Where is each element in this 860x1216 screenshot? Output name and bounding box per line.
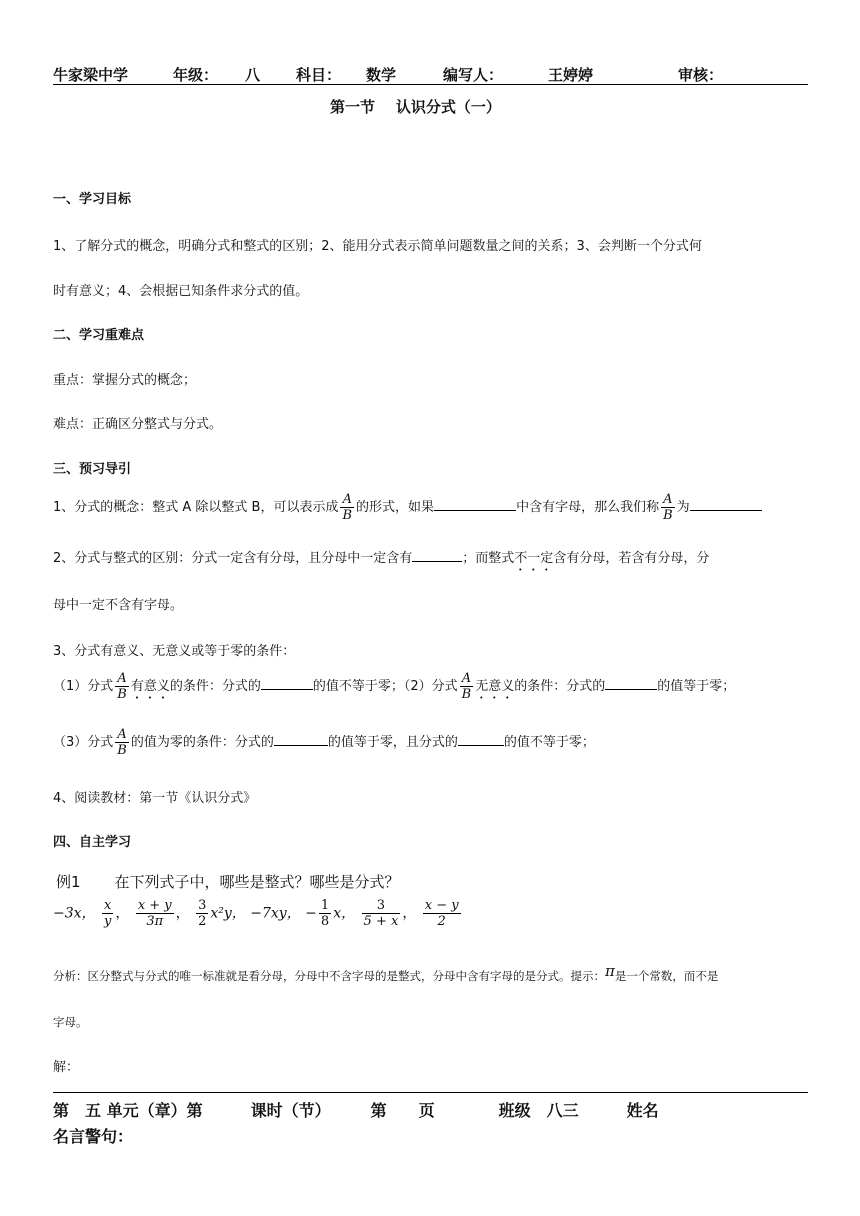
fraction-a-over-b: $\frac{A}{B}$ [117,672,127,702]
condition-line-3: （3）分式 $\frac{A}{B}$ 的值为零的条件：分式的 的值等于零，且分式的 的值不等于零； [53,727,595,758]
subject-label: 科目： [296,66,342,84]
preview-item-4: 4、阅读教材：第一节《认识分式》 [53,791,257,806]
header-bar [53,62,808,85]
fraction-a-over-b: $\frac{A}{B}$ [461,672,472,702]
footer-motto: 名言警句： [53,1127,134,1146]
goals-line-2: 时有意义；4、会根据已知条件求分式的值。 [53,284,309,299]
preview-item-2-line-2: 母中一定不含有字母。 [53,598,184,613]
pi-symbol: π [605,962,615,980]
blank-field[interactable] [274,731,328,746]
key-point: 重点：掌握分式的概念； [53,373,197,388]
emphasis-text: 无意义 [475,679,515,694]
blank-field[interactable] [434,496,516,511]
fraction: $\frac{x}{y}$ [104,898,112,929]
example-1 [56,871,400,892]
footer-unit-info: 第 五 单元（章）第 课时（节） 第 页 班级 八三 姓名 [53,1101,659,1120]
grade-value: 八 [245,66,261,84]
preview-item-1: 1、分式的概念：整式 A 除以整式 B，可以表示成 $\frac{A}{B}$ 的形式，如果 中含有字母，那么我们称 $\frac{A}{B}$ 为 [53,493,808,522]
blank-field[interactable] [458,731,504,746]
condition-line-1: （1）分式 $\frac{A}{B}$ 有意义的条件：分式的 的值不等于零；（2）分式 $\frac{A}{B}$ 无意义的条件：分式的 的值等于零； [53,672,736,702]
preview-item-3: 3、分式有意义、无意义或等于零的条件： [53,644,296,659]
solution-label: 解： [53,1060,80,1075]
blank-field[interactable] [261,675,313,690]
blank-field[interactable] [690,496,762,511]
difficult-point: 难点：正确区分整式与分式。 [53,417,223,432]
page-title: 第一节 认识分式（一） [330,98,501,116]
author-label: 编写人： [443,66,504,84]
section-heading-goals: 一、学习目标 [53,192,132,207]
section-heading-preview: 三、预习导引 [53,462,132,477]
review-label: 审核： [678,66,724,84]
analysis-line-1: 分析：区分整式与分式的唯一标准就是看分母，分母中不含字母的是整式，分母中含有字母的是分式。提示：π是一个常数，而不是 [53,962,719,983]
grade-label: 年级： [173,66,219,84]
blank-field[interactable] [412,547,462,562]
author-value: 王婷婷 [548,66,594,84]
blank-field[interactable] [605,675,657,690]
example-question: 在下列式子中，哪些是整式？哪些是分式？ [114,873,400,891]
preview-item-2-line-1: 2、分式与整式的区别：分式一定含有分母，且分母中一定含有 ；而整式不一定含有分母，若含有分母，分 [53,547,709,574]
fraction: $\frac{x - y}{2}$ [424,898,459,929]
example-label: 例1 [56,873,81,891]
fraction: $\frac{3}{2}$ [198,898,207,929]
footer-divider [53,1092,808,1093]
expression-list: −3x， $\frac{x}{y}$ ， $\frac{x + y}{3\pi}$ ， $\frac{3}{2}$ x²y， −7xy， − $\frac{1}{8}$ x， $\frac{3}{5 + x}$ ， $\frac{x - y}{2}$ [53,898,459,929]
school-name: 牛家梁中学 [53,66,129,84]
fraction: $\frac{3}{5 + x}$ [363,898,399,929]
fraction: $\frac{x + y}{3\pi}$ [137,898,172,929]
subject-value: 数学 [366,66,397,84]
emphasis-text: 不一定 [514,551,554,566]
fraction-a-over-b: $\frac{A}{B}$ [663,493,673,522]
emphasis-text: 有意义 [130,679,170,694]
fraction: $\frac{1}{8}$ [320,898,330,929]
goals-line-1: 1、了解分式的概念，明确分式和整式的区别；2、能用分式表示简单问题数量之间的关系；3、会判断一个分式何 [53,239,702,254]
section-heading-keypoints: 二、学习重难点 [53,328,145,343]
fraction-a-over-b: $\frac{A}{B}$ [342,493,353,522]
analysis-line-2: 字母。 [53,1015,88,1029]
section-heading-self-study: 四、自主学习 [53,835,132,850]
fraction-a-over-b: $\frac{A}{B}$ [117,727,127,758]
